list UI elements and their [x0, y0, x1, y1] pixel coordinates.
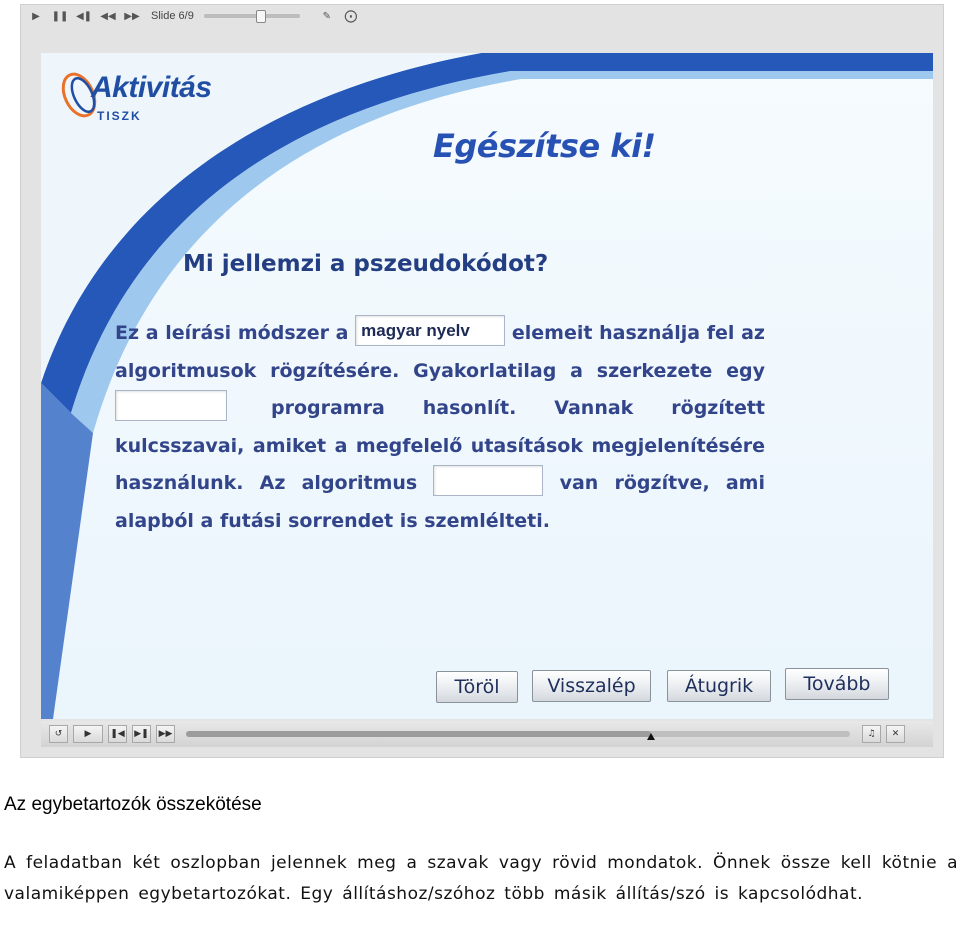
presentation-player: [20, 4, 944, 758]
progress-knob[interactable]: [647, 733, 655, 740]
player-bottom-toolbar: [41, 721, 933, 747]
answer-blank-2[interactable]: [115, 390, 227, 421]
left-edge-band: [41, 383, 93, 719]
logo-text: Aktivitás: [91, 71, 212, 104]
logo: [55, 67, 225, 127]
slide-title: Egészítse ki!: [433, 127, 656, 165]
paragraph-text: Ez a leírási módszer a: [115, 322, 349, 344]
clear-button[interactable]: Töröl: [436, 671, 518, 703]
slide-canvas: [41, 53, 933, 719]
answer-blank-3[interactable]: [433, 465, 543, 496]
progress-bar[interactable]: [186, 731, 850, 737]
close-icon[interactable]: ✕: [886, 725, 905, 743]
pencil-icon[interactable]: ✎: [322, 10, 331, 22]
skip-end-icon[interactable]: ▶❚: [132, 725, 151, 743]
paragraph-text: elemeit használja fel az algoritmusok rögzítésére. Gyakorlatilag a szerkezete egy: [115, 322, 765, 382]
slide-counter: Slide 6/9: [151, 10, 194, 22]
volume-slider[interactable]: [204, 14, 300, 18]
skip-start-icon[interactable]: ❚◀: [108, 725, 127, 743]
answer-blank-1[interactable]: magyar nyelv: [355, 315, 505, 346]
paragraph-text: van rögzítve, ami alapból a futási sorrendet is szemlélteti.: [115, 472, 765, 532]
question-heading: Mi jellemzi a pszeudokódot?: [183, 251, 549, 277]
pause-icon[interactable]: ❚❚: [51, 10, 69, 22]
play-icon[interactable]: ▶: [32, 10, 40, 22]
fast-forward-icon[interactable]: ▶▶: [156, 725, 175, 743]
player-top-toolbar: [21, 5, 943, 27]
description-text: A feladatban két oszlopban jelennek meg a szavak vagy rövid mondatok. Önnek össze kell kötnie a valamiképpen egybetartozókat. Egy állításhoz/szóhoz több másik állítás/szó is kapcsolódhat.: [4, 853, 958, 904]
skip-button[interactable]: Átugrik: [667, 670, 771, 702]
section-heading: Az egybetartozók összekötése: [4, 794, 262, 815]
fill-in-paragraph: [115, 315, 765, 540]
next-button[interactable]: Tovább: [785, 668, 889, 700]
volume-icon[interactable]: ♫: [862, 725, 881, 743]
skip-start-icon[interactable]: ◀❚: [75, 10, 93, 22]
logo-subtext: TISZK: [97, 109, 142, 123]
progress-fill: [186, 731, 651, 737]
volume-slider-knob[interactable]: [256, 10, 266, 23]
paragraph-text: programra hasonlít. Vannak rögzített kulcsszavai, amiket a megfelelő utasítások megjelenítésére használunk. Az algoritmus: [115, 397, 765, 494]
back-button[interactable]: Visszalép: [532, 670, 651, 702]
rewind-icon[interactable]: ◀◀: [100, 10, 116, 22]
fast-forward-icon[interactable]: ▶▶: [124, 10, 140, 22]
play-icon[interactable]: ▶: [73, 725, 103, 743]
rewind-start-icon[interactable]: ↺: [49, 725, 68, 743]
close-circle-icon[interactable]: ⨀: [344, 8, 358, 23]
